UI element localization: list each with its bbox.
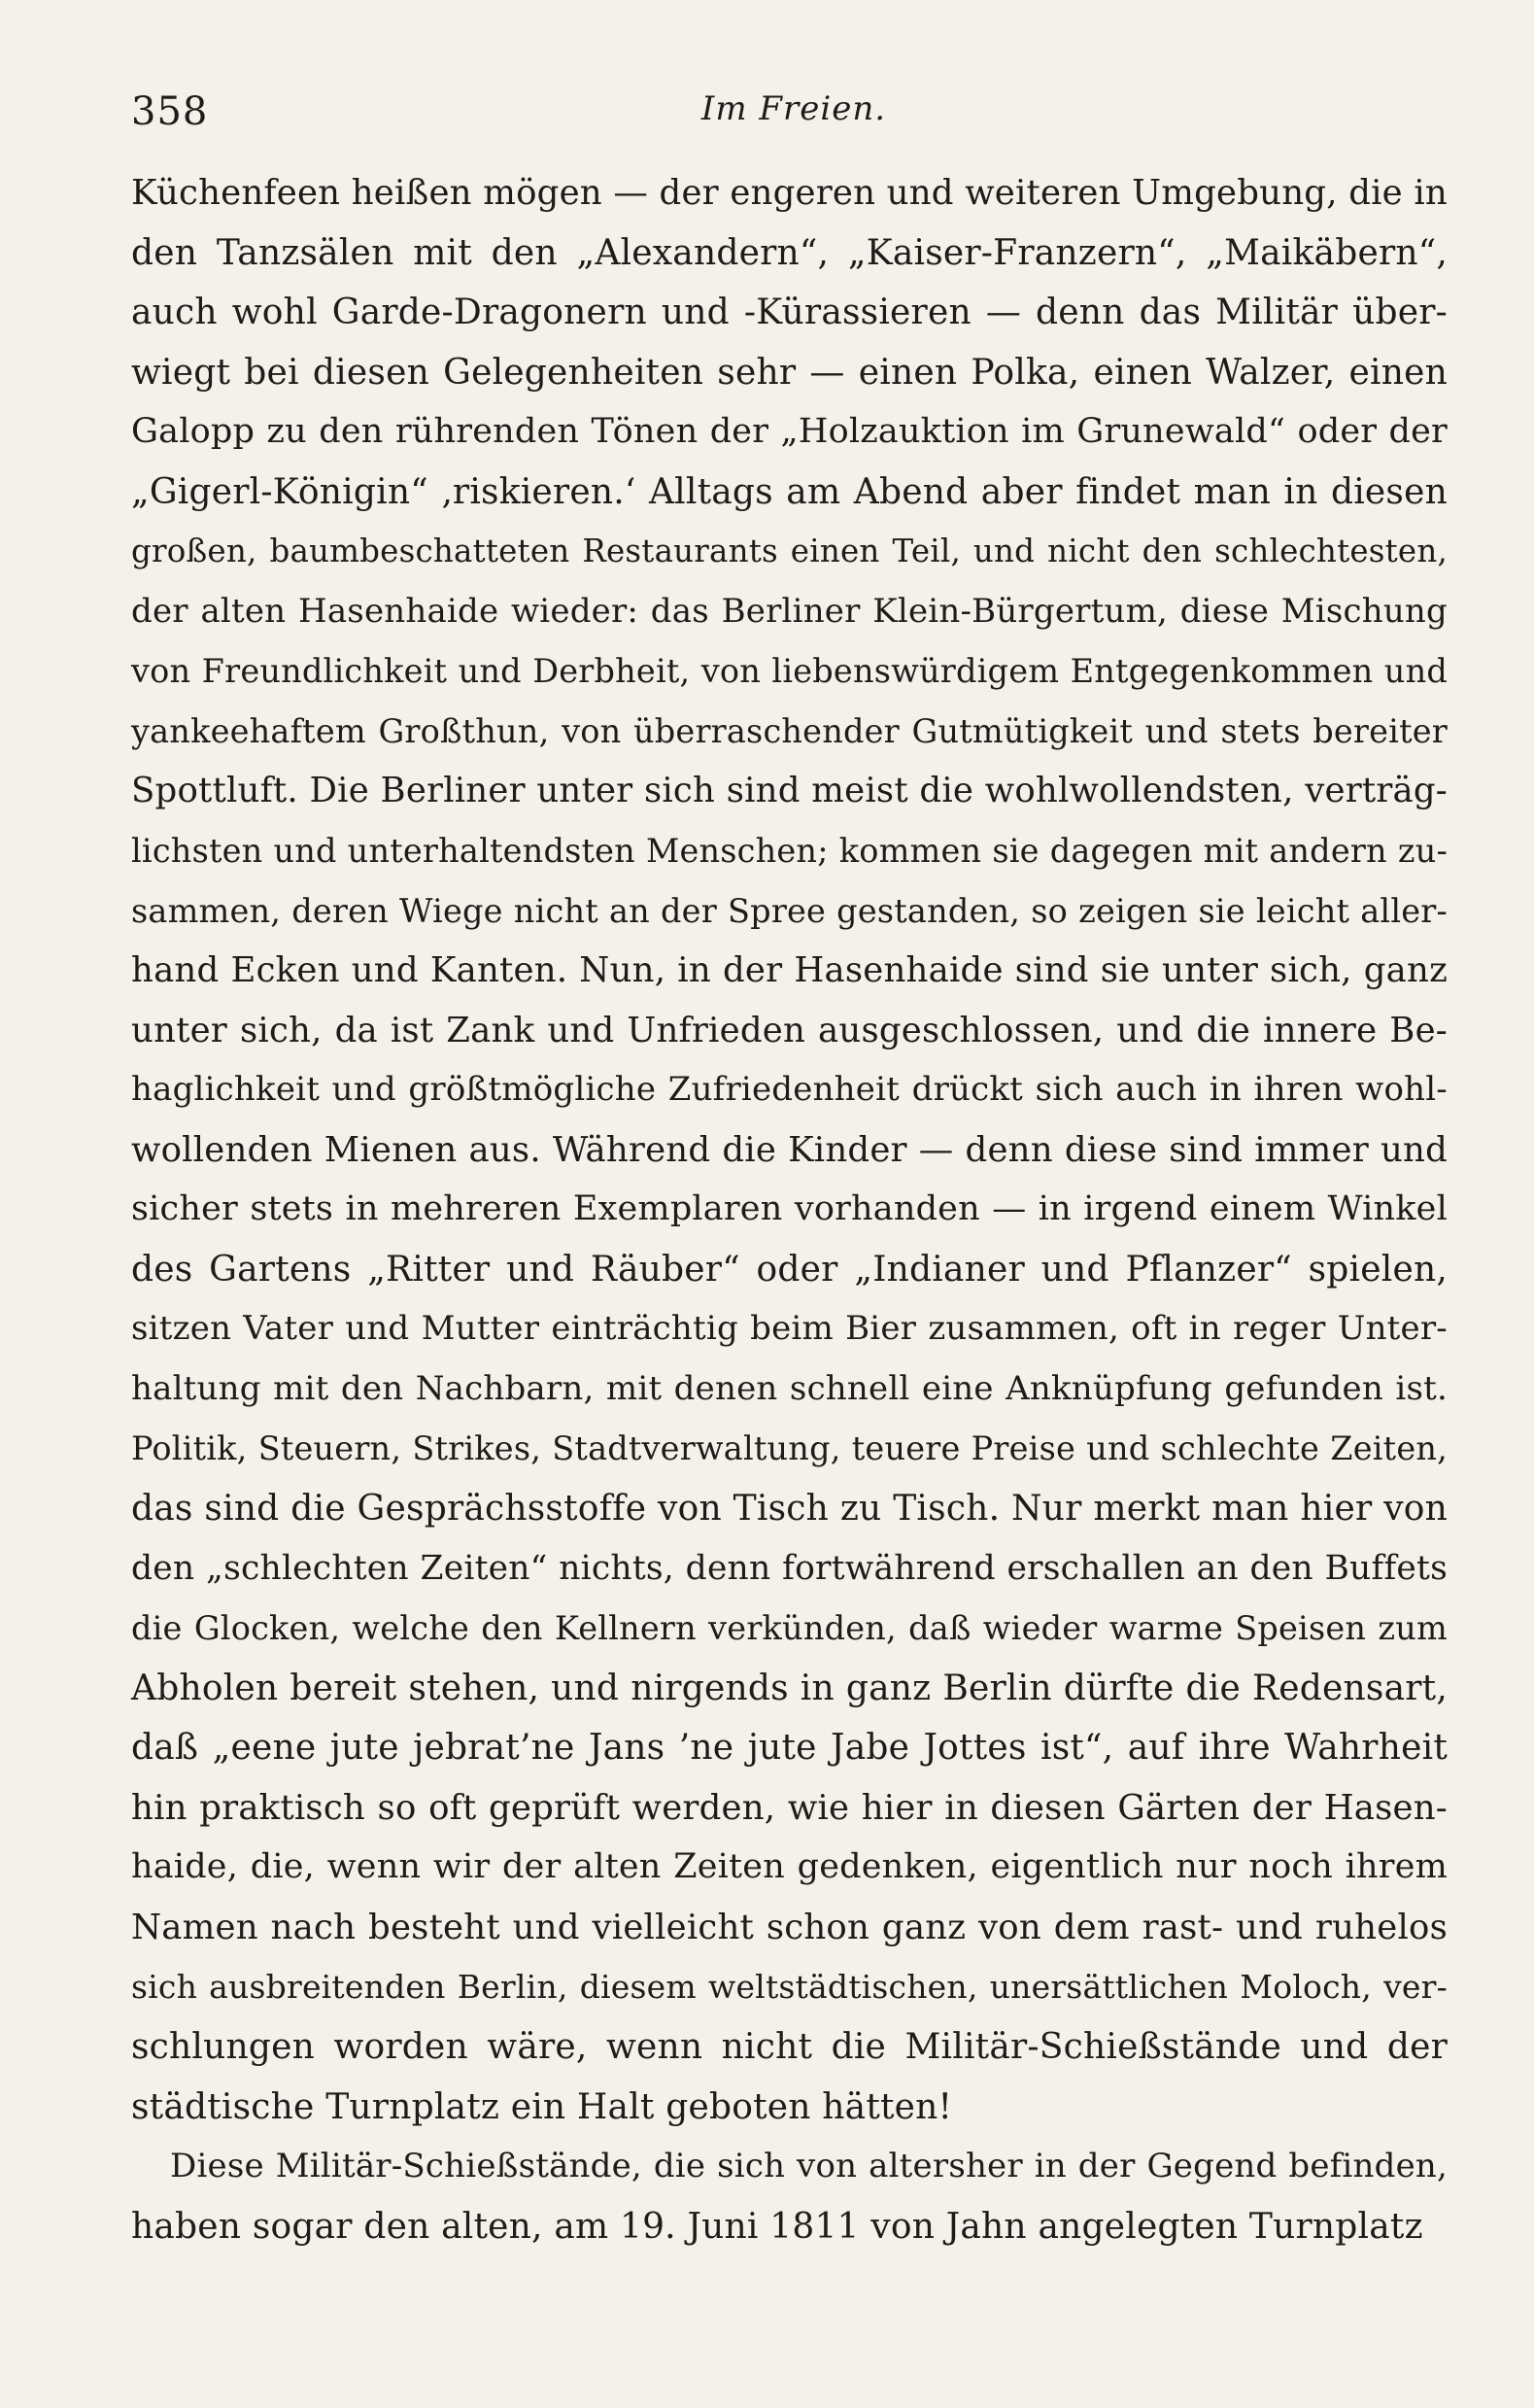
body-text xyxy=(131,163,1448,2256)
text-line: sicher stets in mehreren Exemplaren vorhanden — in irgend einem Winkel xyxy=(131,1189,1448,1229)
text-line: Spottluft. Die Berliner unter sich sind meist die wohlwollendsten, verträg- xyxy=(131,771,1448,811)
text-line: Küchenfeen heißen mögen — der engeren und weiteren Umgebung, die in xyxy=(131,173,1448,213)
text-line: großen, baumbeschatteten Restaurants einen Teil, und nicht den schlechtesten, xyxy=(131,533,1448,570)
text-line: daß „eene jute jebrat’ne Jans ’ne jute Jabe Jottes ist“, auf ihre Wahrheit xyxy=(131,1728,1448,1769)
text-line: unter sich, da ist Zank und Unfrieden ausgeschlossen, und die innere Be- xyxy=(131,1010,1448,1050)
text-line: Diese Militär-Schießstände, die sich von altersher in der Gegend befinden, xyxy=(170,2147,1448,2186)
text-line: den Tanzsälen mit den „Alexandern“, „Kaiser-Franzern“, „Maikäbern“, xyxy=(131,232,1448,273)
text-line: Namen nach besteht und vielleicht schon ganz von dem rast- und ruhelos xyxy=(131,1907,1448,1947)
text-line: sammen, deren Wiege nicht an der Spree gestanden, so zeigen sie leicht aller- xyxy=(131,891,1448,930)
text-line: städtische Turnplatz ein Halt geboten hätten! xyxy=(131,2086,953,2127)
text-line: hand Ecken und Kanten. Nun, in der Hasenhaide sind sie unter sich, ganz xyxy=(131,950,1448,991)
text-line: schlungen worden wäre, wenn nicht die Militär-Schießstände und der xyxy=(131,2026,1448,2067)
text-line: wollenden Mienen aus. Während die Kinder — denn diese sind immer und xyxy=(131,1129,1448,1170)
running-title: Im Freien. xyxy=(700,89,887,128)
text-line: sitzen Vater und Mutter einträchtig beim Bier zusammen, oft in reger Unter- xyxy=(131,1309,1448,1349)
text-line: haben sogar den alten, am 19. Juni 1811 von Jahn angelegten Turnplatz xyxy=(131,2206,1423,2247)
text-line: des Gartens „Ritter und Räuber“ oder „Indianer und Pflanzer“ spielen, xyxy=(131,1249,1448,1290)
page-number: 358 xyxy=(131,89,209,134)
text-line: sich ausbreitenden Berlin, diesem weltstädtischen, unersättlichen Moloch, ver- xyxy=(131,1968,1448,2007)
text-line: lichsten und unterhaltendsten Menschen; kommen sie dagegen mit andern zu- xyxy=(131,832,1448,871)
text-line: wiegt bei diesen Gelegenheiten sehr — einen Polka, einen Walzer, einen xyxy=(131,352,1448,393)
text-line: haltung mit den Nachbarn, mit denen schnell eine Anknüpfung gefunden ist. xyxy=(131,1368,1448,1408)
text-line: der alten Hasenhaide wieder: das Berliner Klein-Bürgertum, diese Mischung xyxy=(131,591,1448,631)
text-line: „Gigerl-Königin“ ‚riskieren.‘ Alltags am Abend aber findet man in diesen xyxy=(131,471,1448,512)
text-line: den „schlechten Zeiten“ nichts, denn fortwährend erschallen an den Buffets xyxy=(131,1548,1448,1588)
text-line: haide, die, wenn wir der alten Zeiten gedenken, eigentlich nur noch ihrem xyxy=(131,1847,1448,1887)
text-line: auch wohl Garde-Dragonern und -Kürassieren — denn das Militär über- xyxy=(131,292,1448,333)
text-line: das sind die Gesprächsstoffe von Tisch zu Tisch. Nur merkt man hier von xyxy=(131,1489,1448,1530)
text-line: yankeehaftem Großthun, von überraschender Gutmütigkeit und stets bereiter xyxy=(131,711,1448,750)
text-line: hin praktisch so oft geprüft werden, wie hier in diesen Gärten der Hasen- xyxy=(131,1787,1448,1828)
text-line: von Freundlichkeit und Derbheit, von liebenswürdigem Entgegenkommen und xyxy=(131,652,1448,691)
text-line: Abholen bereit stehen, und nirgends in ganz Berlin dürfte die Redensart, xyxy=(131,1668,1448,1708)
page-header xyxy=(131,89,1456,148)
text-line: Galopp zu den rührenden Tönen der „Holzauktion im Grunewald“ oder der xyxy=(131,412,1448,452)
text-line: Politik, Steuern, Strikes, Stadtverwaltung, teuere Preise und schlechte Zeiten, xyxy=(131,1429,1448,1468)
text-line: die Glocken, welche den Kellnern verkünden, daß wieder warme Speisen zum xyxy=(131,1609,1448,1648)
text-line: haglichkeit und größtmögliche Zufriedenheit drückt sich auch in ihren wohl- xyxy=(131,1070,1448,1110)
